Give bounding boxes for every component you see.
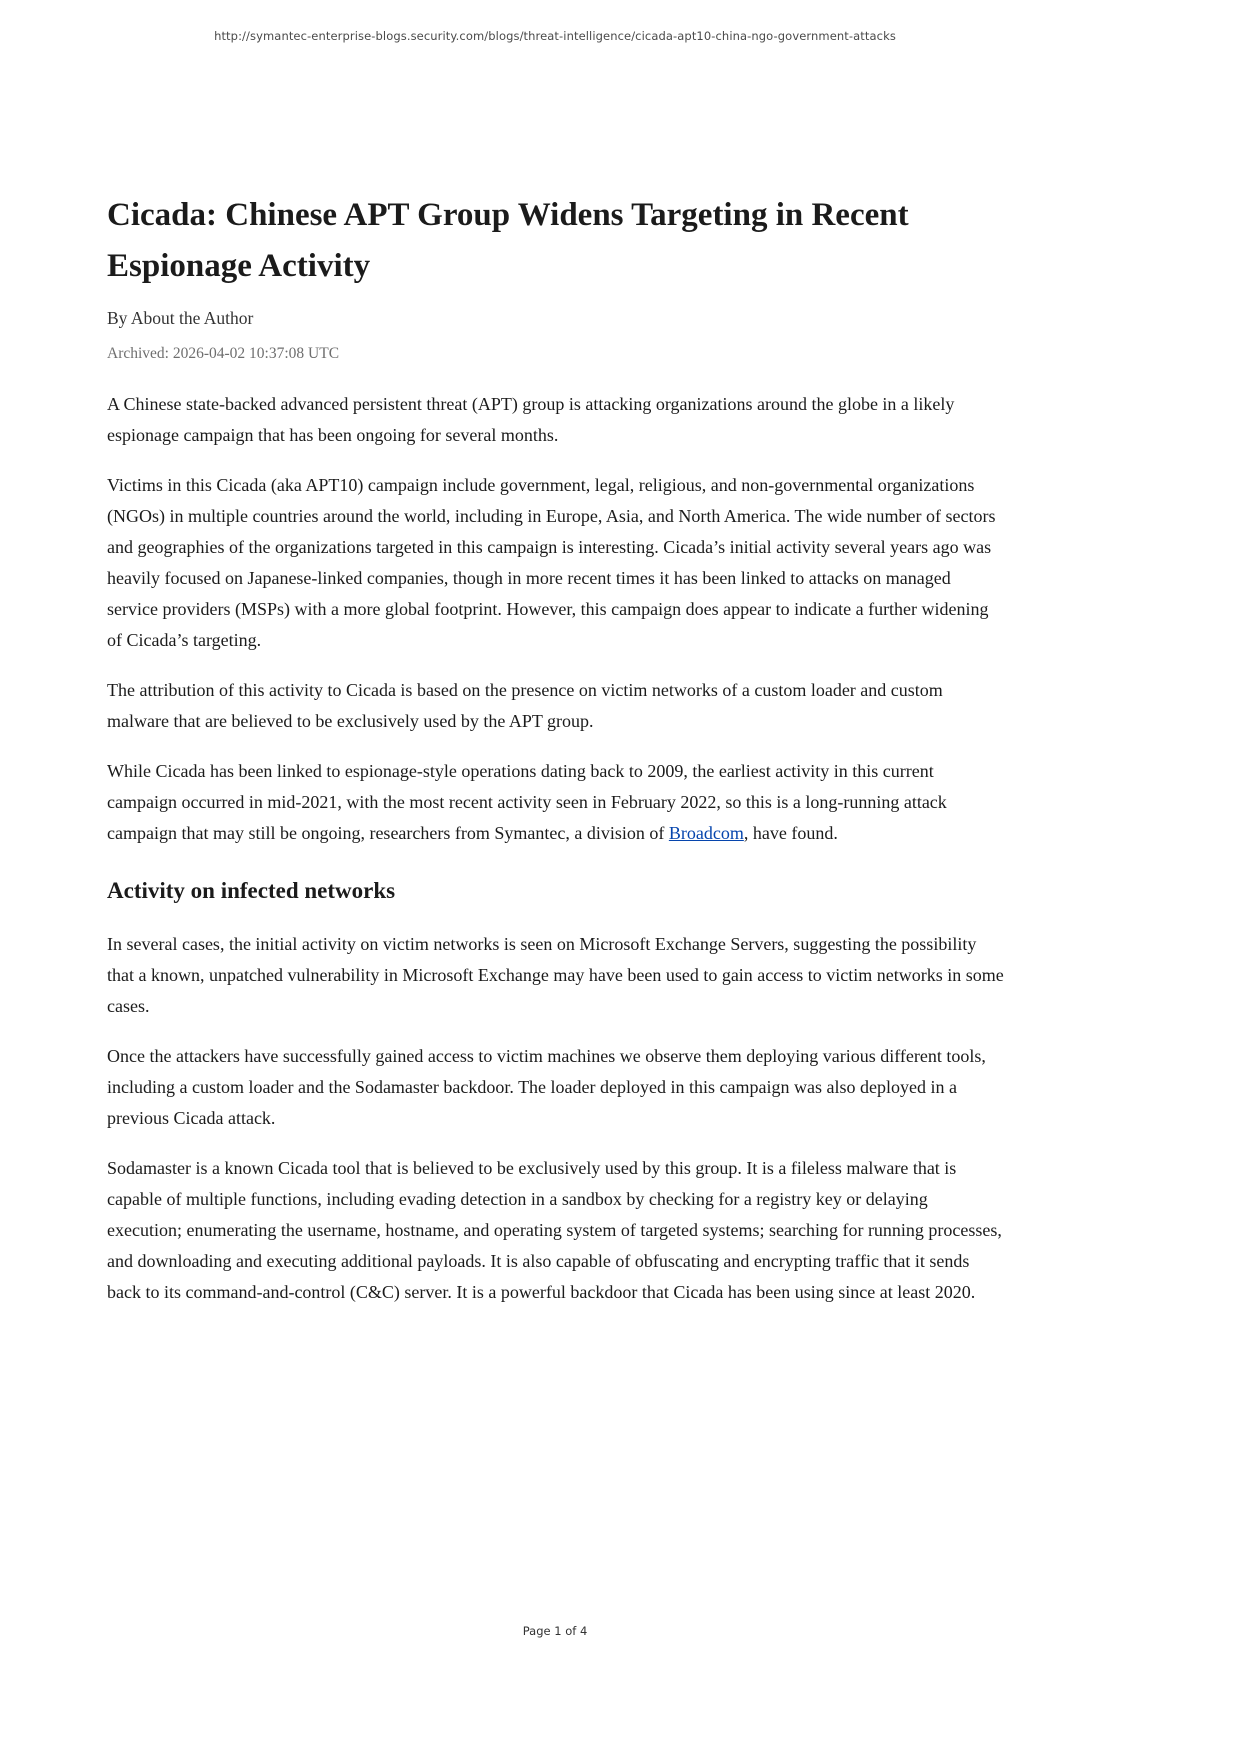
archived-timestamp: Archived: 2026-04-02 10:37:08 UTC <box>107 345 340 363</box>
article <box>107 190 1004 1327</box>
paragraph: In several cases, the initial activity on victim networks is seen on Microsoft Exchange Servers, suggesting the possibility that a known, unpatched vulnerability in Microsoft Exchange may have been used to gain access to victim networks in some cases. <box>107 934 1004 1017</box>
paragraph: Sodamaster is a known Cicada tool that is believed to be exclusively used by this group. It is a fileless malware that is capable of multiple functions, including evading detection in a sandbox by checking for a registry key or delaying execution; enumerating the username, hostname, and operating system of targeted systems; searching for running processes, and downloading and executing additional payloads. It is also capable of obfuscating and encrypting traffic that it sends back to its command-and-control (C&C) server. It is a powerful backdoor that Cicada has been using since at least 2020. <box>107 1158 1002 1303</box>
page-number: Page 1 of 4 <box>522 1624 588 1638</box>
byline: By About the Author <box>107 308 254 329</box>
paragraph-text: , have found. <box>743 823 838 844</box>
paragraph-text: While Cicada has been linked to espionage-style operations dating back to 2009, the earliest activity in this current campaign occurred in mid-2021, with the most recent activity seen in February 2022, so this is a long-running attack campaign that may still be ongoing, researchers from Symantec, a division of <box>107 761 947 844</box>
archive-header-url: http://symantec-enterprise-blogs.security.com/blogs/threat-intelligence/cicada-apt10-china-ngo-government-attacks <box>214 29 896 43</box>
paragraph: The attribution of this activity to Cicada is based on the presence on victim networks of a custom loader and custom malware that are believed to be exclusively used by the APT group. <box>107 680 943 732</box>
paragraph: A Chinese state-backed advanced persistent threat (APT) group is attacking organizations around the globe in a likely espionage campaign that has been ongoing for several months. <box>107 394 955 446</box>
paragraph: Victims in this Cicada (aka APT10) campaign include government, legal, religious, and non-governmental organizations (NGOs) in multiple countries around the world, including in Europe, Asia, and North America. The wide number of sectors and geographies of the organizations targeted in this campaign is interesting. Cicada’s initial activity several years ago was heavily focused on Japanese-linked companies, though in more recent times it has been linked to attacks on managed service providers (MSPs) with a more global footprint. However, this campaign does appear to indicate a further widening of Cicada’s targeting. <box>107 475 996 651</box>
paragraph: Once the attackers have successfully gained access to victim machines we observe them deploying various different tools, including a custom loader and the Sodamaster backdoor. The loader deployed in this campaign was also deployed in a previous Cicada attack. <box>107 1046 986 1129</box>
broadcom-link[interactable]: Broadcom <box>668 823 744 844</box>
section-heading: Activity on infected networks <box>107 878 396 904</box>
paragraph <box>107 756 1004 849</box>
article-title: Cicada: Chinese APT Group Widens Targeting in Recent Espionage Activity <box>107 197 909 285</box>
